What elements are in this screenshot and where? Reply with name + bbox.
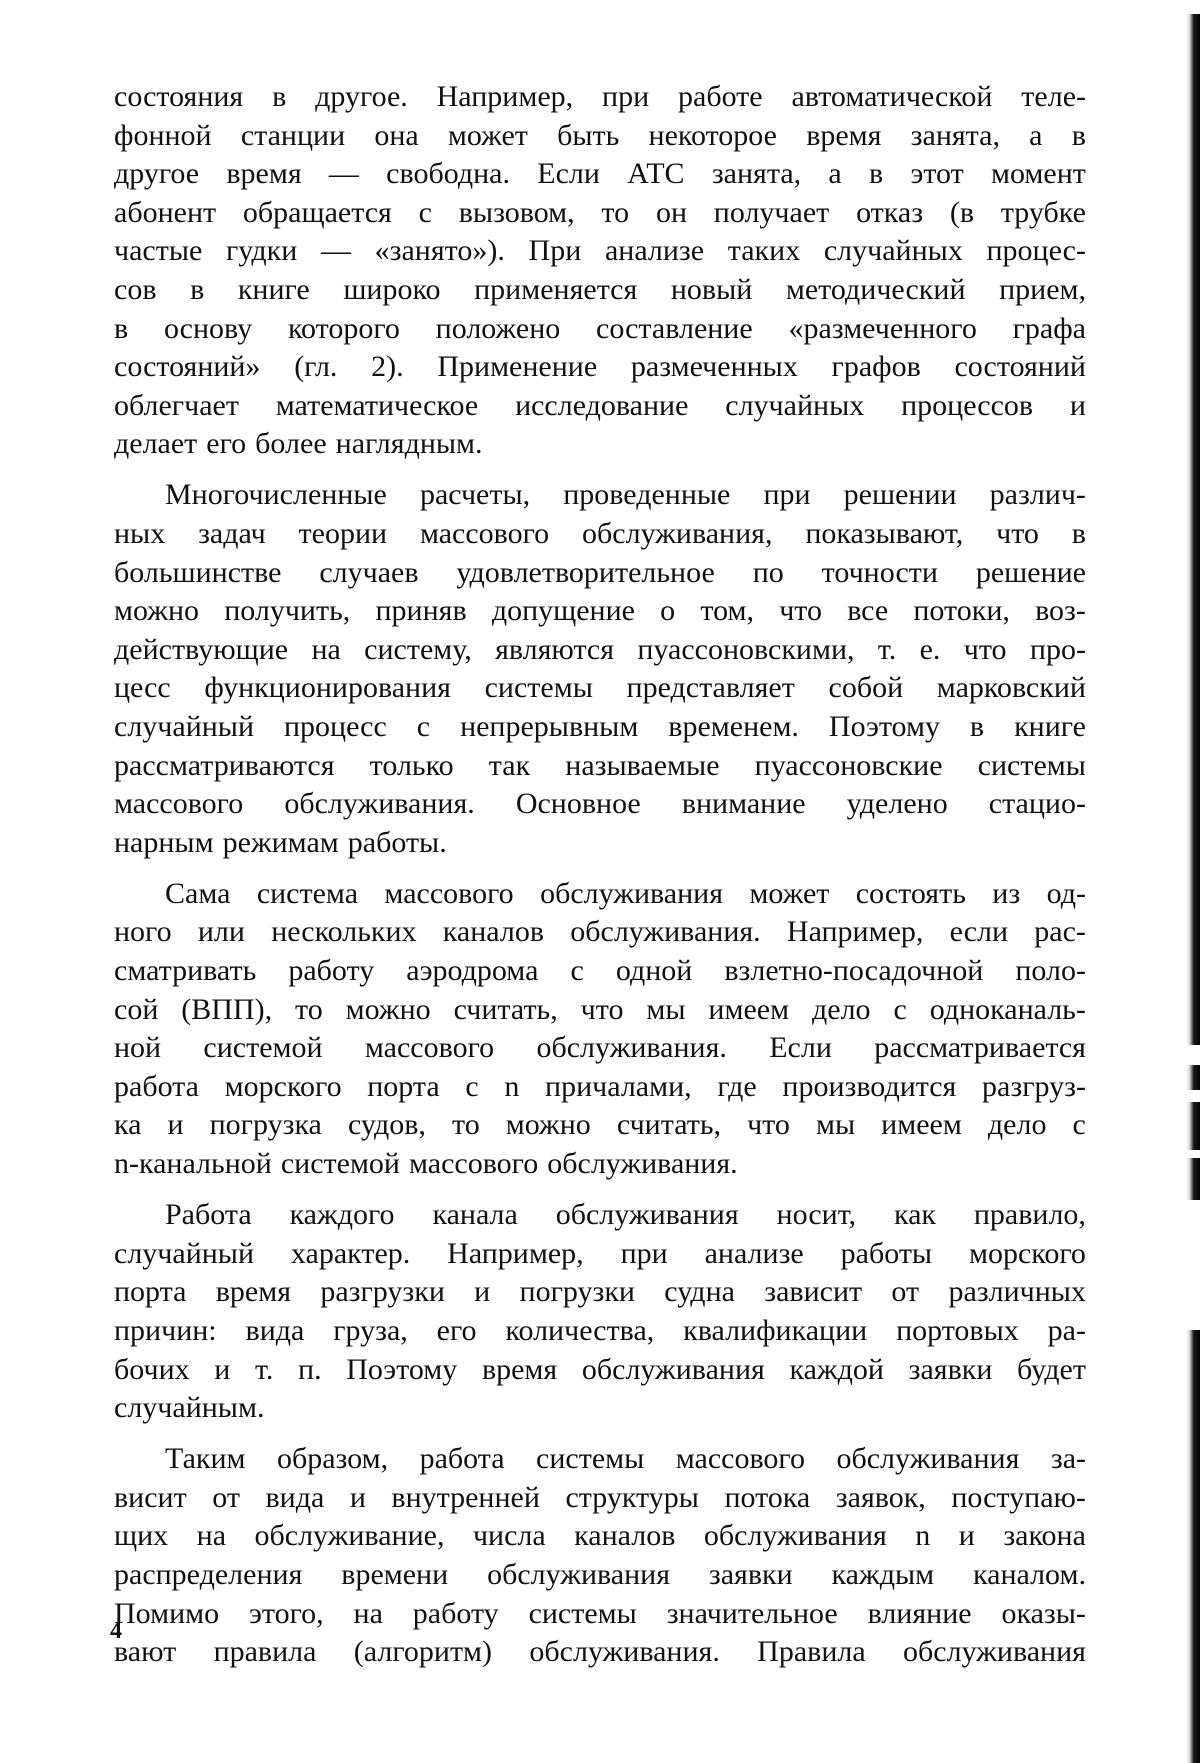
- text-line: работа морского порта с n причалами, где производится разгруз-: [114, 1069, 1086, 1103]
- text-line: сматривать работу аэродрома с одной взлетно-посадочной поло-: [114, 954, 1086, 988]
- text-line: рассматриваются только так называемые пуассоновские системы: [114, 748, 1086, 782]
- text-line: в основу которого положено составление «размеченного графа: [114, 311, 1086, 345]
- text-line: вают правила (алгоритм) обслуживания. Правила обслуживания: [114, 1635, 1086, 1669]
- scan-binding-edge: [1186, 0, 1200, 1763]
- text-line: ка и погрузка судов, то можно считать, что мы имеем дело с: [114, 1108, 1086, 1142]
- text-line: Многочисленные расчеты, проведенные при решении различ-: [165, 478, 1086, 512]
- paragraph: [114, 1440, 1086, 1672]
- text-line: сов в книге широко применяется новый методический прием,: [114, 272, 1086, 306]
- text-line: Таким образом, работа системы массового обслуживания за-: [165, 1442, 1086, 1476]
- text-line: распределения времени обслуживания заявки каждым каналом.: [114, 1557, 1086, 1591]
- text-line: причин: вида груза, его количества, квалификации портовых ра-: [114, 1313, 1086, 1347]
- paragraph: [114, 1196, 1086, 1428]
- text-line: состояния в другое. Например, при работе автоматической теле-: [114, 80, 1086, 113]
- text-line: можно получить, приняв допущение о том, что все потоки, воз-: [114, 594, 1086, 628]
- text-line: случайным.: [114, 1391, 265, 1425]
- text-line: Работа каждого канала обслуживания носит, как правило,: [165, 1198, 1086, 1232]
- text-line: облегчает математическое исследование случайных процессов и: [114, 388, 1086, 422]
- text-line: другое время — свободна. Если АТС занята, а в этот момент: [114, 157, 1086, 191]
- text-line: Помимо этого, на работу системы значительное влияние оказы-: [114, 1596, 1086, 1630]
- body-text: [114, 78, 1086, 1672]
- text-line: делает его более наглядным.: [114, 427, 483, 461]
- text-line: ного или нескольких каналов обслуживания. Например, если рас-: [114, 915, 1086, 949]
- text-line: ных задач теории массового обслуживания, показывают, что в: [114, 517, 1086, 551]
- text-line: сой (ВПП), то можно считать, что мы имеем дело с одноканаль-: [114, 992, 1086, 1026]
- text-line: цесс функционирования системы представляет собой марковский: [114, 671, 1086, 705]
- text-line: Сама система массового обслуживания может состоять из од-: [165, 876, 1086, 910]
- text-line: висит от вида и внутренней структуры потока заявок, поступаю-: [114, 1480, 1086, 1514]
- text-line: фонной станции она может быть некоторое время занята, а в: [114, 118, 1086, 152]
- text-line: абонент обращается с вызовом, то он получает отказ (в трубке: [114, 195, 1086, 229]
- text-line: случайный процесс с непрерывным временем. Поэтому в книге: [114, 710, 1086, 743]
- text-line: бочих и т. п. Поэтому время обслуживания каждой заявки будет: [114, 1352, 1086, 1386]
- text-line: массового обслуживания. Основное внимание уделено стацио-: [114, 787, 1086, 821]
- page-number: 4: [110, 1618, 122, 1644]
- text-line: щих на обслуживание, числа каналов обслуживания n и закона: [114, 1519, 1086, 1553]
- paragraph: [114, 875, 1086, 1184]
- text-line: частые гудки — «занято»). При анализе таких случайных процес-: [114, 234, 1086, 268]
- text-line: состояний» (гл. 2). Применение размеченных графов состояний: [114, 350, 1086, 384]
- text-line: нарным режимам работы.: [114, 825, 447, 859]
- paragraph: [114, 78, 1086, 464]
- text-line: порта время разгрузки и погрузки судна зависит от различных: [114, 1275, 1086, 1309]
- text-line: ной системой массового обслуживания. Если рассматривается: [114, 1031, 1086, 1065]
- paragraph: [114, 476, 1086, 862]
- text-line: большинстве случаев удовлетворительное по точности решение: [114, 555, 1086, 589]
- text-line: случайный характер. Например, при анализе работы морского: [114, 1236, 1086, 1270]
- text-line: n-канальной системой массового обслуживания.: [114, 1147, 738, 1181]
- text-line: действующие на систему, являются пуассоновскими, т. е. что про-: [114, 632, 1086, 666]
